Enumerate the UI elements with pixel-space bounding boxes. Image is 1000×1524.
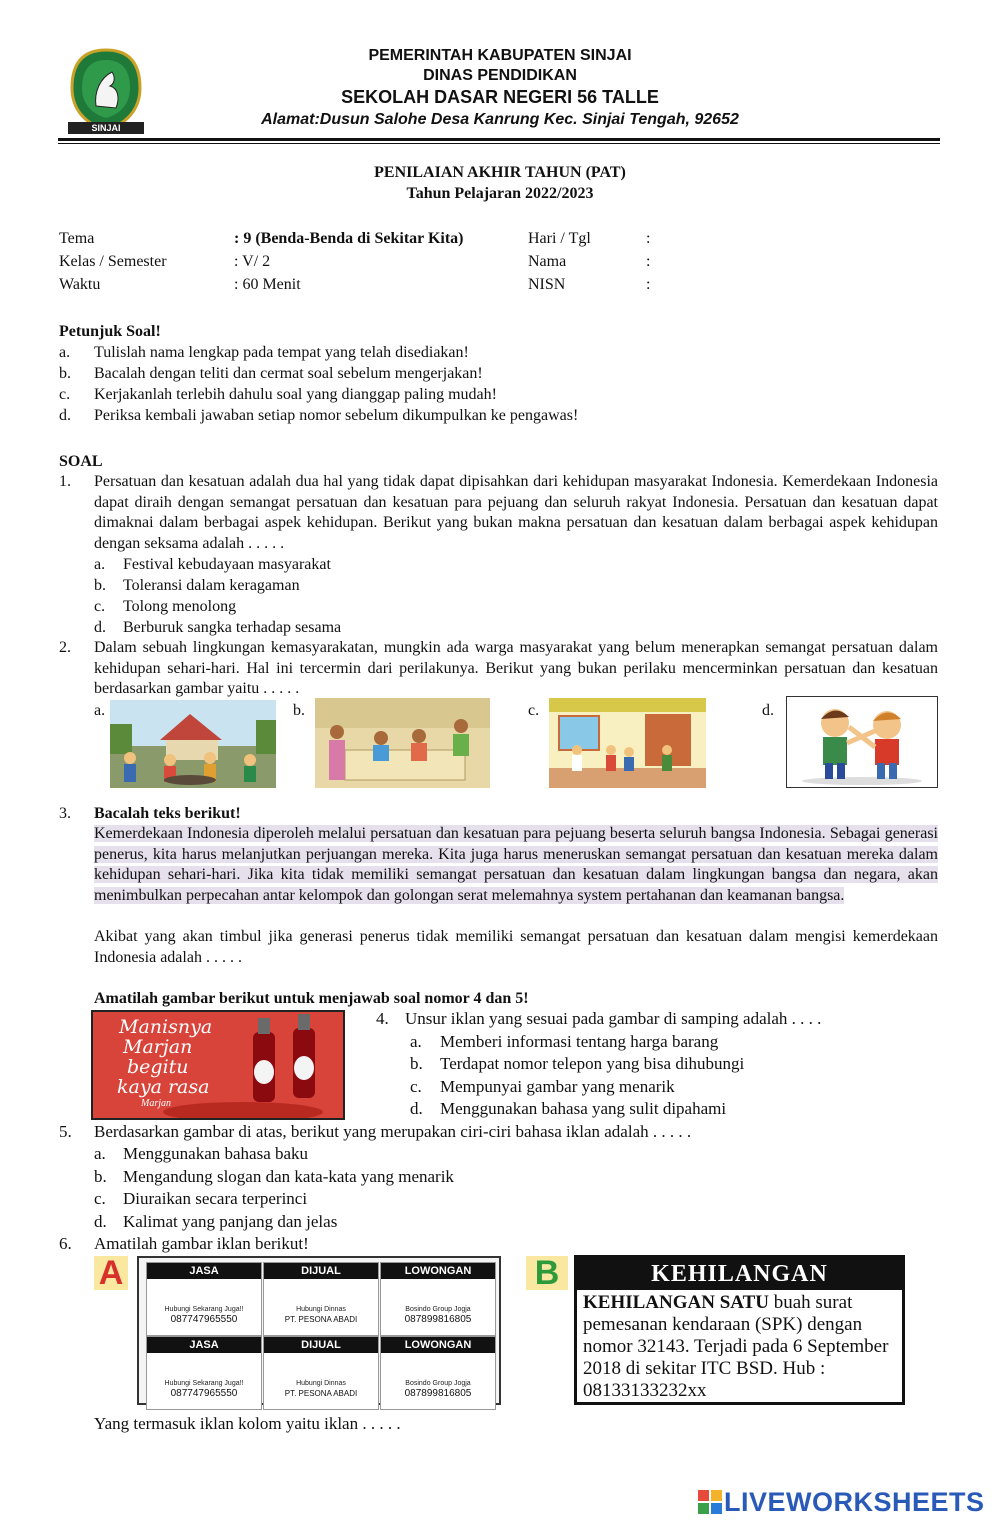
instructions-title: Petunjuk Soal! [59,323,161,340]
exam-title: PENILAIAN AKHIR TAHUN (PAT) [374,164,626,181]
logo-text: SINJAI [91,123,121,133]
q4-option-letter[interactable]: c. [410,1077,422,1096]
header-line-1: PEMERINTAH KABUPATEN SINJAI [368,47,632,64]
marjan-slogan-1: Manisnya [119,1016,213,1038]
ad-lowongan[interactable] [380,1336,496,1410]
liveworksheets-watermark[interactable]: LIVEWORKSHEETS [724,1487,985,1517]
column-ads-grid[interactable] [137,1256,501,1405]
q6-text: Amatilah gambar iklan berikut! [94,1234,309,1253]
ad-contact: Hubungi Sekarang Juga!! [164,1380,244,1387]
q1-option-b[interactable]: Toleransi dalam keragaman [123,577,300,594]
q1-option-letter[interactable]: a. [94,556,106,573]
ad-filler-text [147,1353,261,1379]
ad-contact: Bosindo Group Jogja [405,1380,471,1387]
q2-image-label-c[interactable]: c. [528,702,540,719]
q5-option-letter[interactable]: d. [94,1212,107,1231]
ad-contact: Hubungi Dinnas [296,1306,346,1313]
liveworksheets-logo-icon [698,1490,722,1514]
q6-number: 6. [59,1234,72,1253]
ad-dijual[interactable] [263,1262,379,1336]
ad-heading: DIJUAL [264,1263,378,1279]
q5-option-d[interactable]: Kalimat yang panjang dan jelas [123,1212,338,1231]
exam-year: Tahun Pelajaran 2022/2023 [406,185,594,202]
q2-text: Dalam sebuah lingkungan kemasyarakatan, mungkin ada warga masyarakat yang belum menerapkan semangat persatuan dalam kehidupan sehari-hari. Hal ini tercermin dari perilakunya. Berikut yang bukan perilaku mencerminkan persatuan dan kesatuan berdasarkan gambar yaitu . . . . . [94,639,938,697]
family-cleaning-illustration[interactable] [315,698,490,788]
ad-heading: JASA [147,1337,261,1353]
kelas-label: Kelas / Semester [59,253,167,270]
kids-fighting-illustration[interactable] [786,696,938,788]
soal-title: SOAL [59,453,103,470]
ad-jasa[interactable] [146,1336,262,1410]
school-activity-illustration[interactable] [549,698,706,788]
instruction-item: Tulislah nama lengkap pada tempat yang telah disediakan! [94,344,469,361]
nisn-label: NISN [528,276,566,293]
q1-option-d[interactable]: Berburuk sangka terhadap sesama [123,619,342,636]
ad-phone: 087899816805 [404,1388,472,1399]
instruction-item: Kerjakanlah terlebih dahulu soal yang dianggap paling mudah! [94,386,497,403]
q4-option-d[interactable]: Menggunakan bahasa yang sulit dipahami [440,1099,727,1118]
ad-contact: Bosindo Group Jogja [405,1306,471,1313]
label-a-icon[interactable]: A [94,1256,128,1290]
q5-number: 5. [59,1122,72,1141]
marjan-slogan-3: begitu [127,1056,189,1078]
tema-label: Tema [59,230,95,247]
school-address: Alamat:Dusun Salohe Desa Kanrung Kec. Sinjai Tengah, 92652 [261,111,739,128]
q5-text: Berdasarkan gambar di atas, berikut yang merupakan ciri-ciri bahasa iklan adalah . . . . . [94,1122,692,1141]
q5-option-a[interactable]: Menggunakan bahasa baku [123,1144,309,1163]
q5-option-letter[interactable]: b. [94,1167,107,1186]
nisn-colon[interactable]: : [646,276,651,293]
waktu-label: Waktu [59,276,101,293]
q1-option-letter[interactable]: c. [94,598,106,615]
ad-heading: JASA [147,1263,261,1279]
q4-option-b[interactable]: Terdapat nomor telepon yang bisa dihubungi [440,1054,745,1073]
marjan-brand: Marjan [141,1098,171,1109]
q5-option-letter[interactable]: a. [94,1144,106,1163]
q3-number: 3. [59,805,71,822]
ad-heading: LOWONGAN [381,1337,495,1353]
community-cleanup-illustration[interactable] [110,700,276,788]
header-line-2: DINAS PENDIDIKAN [423,67,577,84]
marjan-syrup-ad[interactable] [91,1010,345,1120]
header-line-3: SEKOLAH DASAR NEGERI 56 TALLE [341,87,659,107]
q2-image-label-a[interactable]: a. [94,702,106,719]
nama-colon[interactable]: : [646,253,651,270]
ad-filler-text [264,1353,378,1379]
waktu-value: : 60 Menit [234,276,301,293]
tema-value: : 9 (Benda-Benda di Sekitar Kita) [234,230,464,247]
header-rule [58,138,940,141]
marjan-slogan-2: Marjan [123,1036,193,1058]
ad-phone: 087899816805 [404,1314,472,1325]
nama-label: Nama [528,253,567,270]
instruction-item: Periksa kembali jawaban setiap nomor sebelum dikumpulkan ke pengawas! [94,407,579,424]
ad-phone: 087747965550 [170,1388,238,1399]
ad-jasa[interactable] [146,1262,262,1336]
q2-image-label-b[interactable]: b. [293,702,305,719]
q3-title: Bacalah teks berikut! [94,805,241,822]
q3-passage [94,824,938,906]
kelas-value: : V/ 2 [234,253,271,270]
q5-option-letter[interactable]: c. [94,1189,106,1208]
q1-option-a[interactable]: Festival kebudayaan masyarakat [123,556,331,573]
q2-number: 2. [59,639,71,656]
ad-phone: 087747965550 [170,1314,238,1325]
q5-option-b[interactable]: Mengandung slogan dan kata-kata yang menarik [123,1167,454,1186]
q1-number: 1. [59,473,71,490]
ad-phone: PT. PESONA ABADI [284,1389,358,1398]
instruction-letter: d. [59,407,71,424]
lost-notice-body [577,1290,902,1402]
q1-option-letter[interactable]: b. [94,577,106,594]
school-logo [66,48,146,138]
lost-notice-bold: KEHILANGAN SATU [583,1292,769,1313]
q1-option-letter[interactable]: d. [94,619,106,636]
q4-option-c[interactable]: Mempunyai gambar yang menarik [440,1077,675,1096]
ad-filler-text [381,1353,495,1379]
q4-option-letter[interactable]: a. [410,1032,422,1051]
ad-heading: LOWONGAN [381,1263,495,1279]
q3-passage-text: Kemerdekaan Indonesia diperoleh melalui persatuan dan kesatuan para pejuang beserta seluruh bangsa Indonesia. Sebagai generasi penerus, kita harus melanjutkan perjuangan mereka. Kita juga harus meneruskan semangat persatuan dan kesatuan mereka dalam kehidupan sehari-hari. Jika kita tidak memiliki semangat persatuan dan kesatuan dalam lingkungan bangsa dan negara, akan menimbulkan perpecahan antar kelompok dan golongan serat melemahnya system pertahanan dan keamanan bangsa. [94,825,938,904]
lost-notice-text: buah surat pemesanan kendaraan (SPK) dengan nomor 32143. Terjadi pada 6 September 2018 di sekitar ITC BSD. Hub : 08133133232xx [583,1292,889,1401]
q4-text: Unsur iklan yang sesuai pada gambar di samping adalah . . . . [405,1009,822,1028]
instruction-letter: c. [59,386,71,403]
marjan-slogan-4: kaya rasa [117,1076,210,1098]
q6-question: Yang termasuk iklan kolom yaitu iklan . . . . . [94,1414,401,1433]
lost-notice-ad[interactable] [574,1255,905,1405]
instruction-item: Bacalah dengan teliti dan cermat soal sebelum mengerjakan! [94,365,483,382]
instruction-letter: b. [59,365,71,382]
q1-text: Persatuan dan kesatuan adalah dua hal yang tidak dapat dipisahkan dari kehidupan masyarakat Indonesia. Kemerdekaan Indonesia dapat diraih dengan semangat persatuan dan kesatuan para pejuang dan seluruh rakyat Indonesia. Persatuan dan kesatuan dapat dimaknai dalam berbagai aspek kehidupan. Berikut yang bukan makna persatuan dan kesatuan dalam berbagai aspek kehidupan dengan seksama adalah . . . . . [94,473,938,552]
ad-contact: Hubungi Dinnas [296,1380,346,1387]
hari-colon[interactable]: : [646,230,651,247]
q5-option-c[interactable]: Diuraikan secara terperinci [123,1189,308,1208]
label-b-icon[interactable]: B [526,1256,568,1290]
q4-number: 4. [376,1009,389,1028]
q1-option-c[interactable]: Tolong menolong [123,598,237,615]
lost-notice-title: KEHILANGAN [577,1258,902,1290]
instruction-letter: a. [59,344,71,361]
ad-heading: DIJUAL [264,1337,378,1353]
q4-option-letter[interactable]: b. [410,1054,423,1073]
ad-phone: PT. PESONA ABADI [284,1315,358,1324]
header-rule-thin [58,143,940,144]
ad-filler-text [264,1279,378,1305]
ad-contact: Hubungi Sekarang Juga!! [164,1306,244,1313]
q4-option-letter[interactable]: d. [410,1099,423,1118]
q45-intro: Amatilah gambar berikut untuk menjawab soal nomor 4 dan 5! [94,990,529,1007]
ad-filler-text [147,1279,261,1305]
q2-image-label-d[interactable]: d. [762,702,774,719]
q3-question: Akibat yang akan timbul jika generasi penerus tidak memiliki semangat persatuan dan kesatuan dalam mengisi kemerdekaan Indonesia adalah . . . . . [94,928,938,966]
ad-dijual[interactable] [263,1336,379,1410]
q4-option-a[interactable]: Memberi informasi tentang harga barang [440,1032,719,1051]
hari-label: Hari / Tgl [528,230,591,247]
ad-lowongan[interactable] [380,1262,496,1336]
ad-filler-text [381,1279,495,1305]
